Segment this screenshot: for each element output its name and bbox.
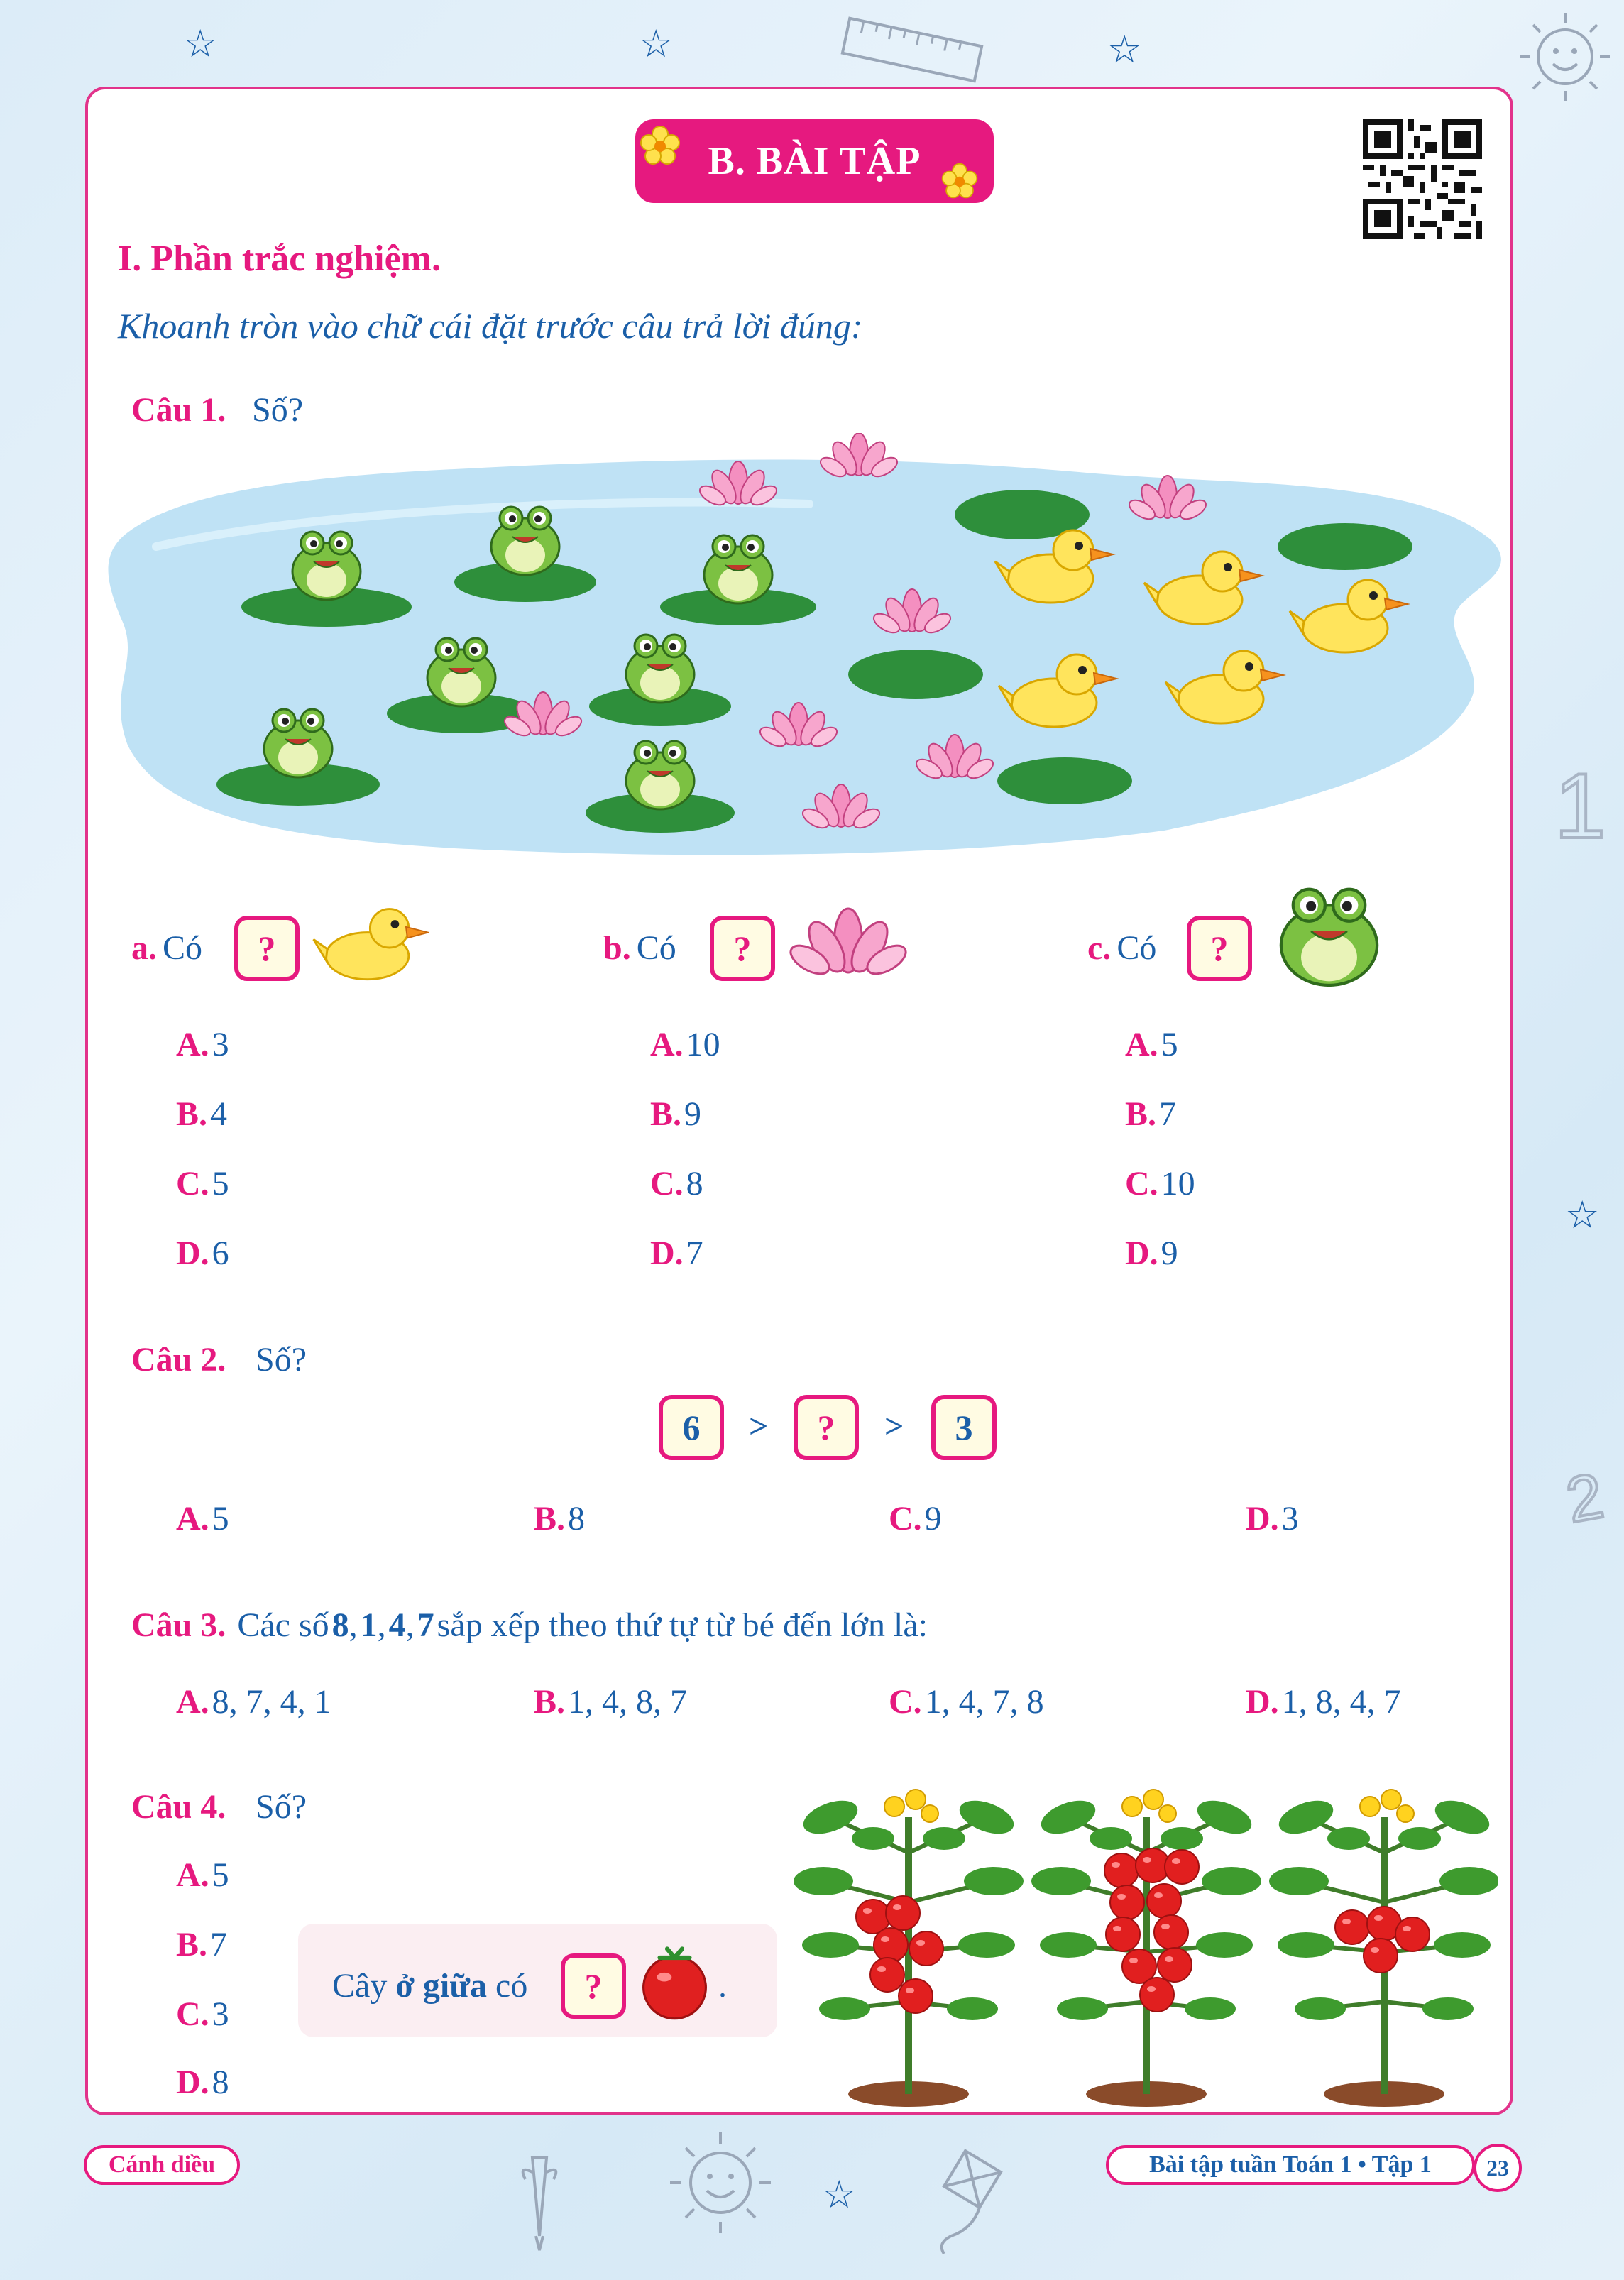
part-co: Có	[163, 929, 203, 967]
part-co: Có	[636, 929, 676, 967]
option[interactable]: A. 5	[176, 1500, 229, 1538]
publisher-badge: Cánh diều	[84, 2145, 240, 2185]
question-label: Câu 2.	[131, 1341, 226, 1379]
option[interactable]: B. 7	[176, 1926, 228, 1963]
option[interactable]: A. 5	[1125, 1026, 1178, 1063]
star-icon: ☆	[1107, 28, 1142, 71]
part-a-label	[131, 928, 202, 968]
page-number: 23	[1474, 2144, 1522, 2192]
option[interactable]: C. 10	[1125, 1165, 1195, 1202]
option[interactable]: A. 5	[176, 1856, 229, 1894]
option[interactable]: A. 8, 7, 4, 1	[176, 1683, 331, 1721]
option[interactable]: C. 3	[176, 1995, 229, 2033]
side-number-one: 1	[1554, 754, 1606, 857]
star-icon: ☆	[639, 23, 674, 65]
star-icon: ☆	[822, 2174, 857, 2216]
book-title-badge: Bài tập tuần Toán 1 • Tập 1	[1106, 2145, 1475, 2185]
number: 8	[331, 1606, 349, 1644]
pond-ducks	[99, 433, 1519, 866]
note-period: .	[718, 1967, 727, 2005]
instruction-text: Khoanh tròn vào chữ cái đặt trước câu trả lời đúng:	[118, 306, 863, 346]
side-number-two: 2	[1561, 1460, 1609, 1537]
page-title: B. BÀI TẬP	[635, 119, 994, 203]
duck-icon	[305, 884, 429, 987]
flower-icon	[940, 162, 979, 200]
question-prompt: Các số	[237, 1606, 329, 1644]
section-heading: I. Phần trắc nghiệm.	[118, 239, 441, 279]
question-label: Câu 1.	[131, 391, 226, 429]
frog-icon	[1267, 880, 1391, 990]
number-box: 3	[931, 1395, 997, 1460]
kite-icon	[923, 2144, 1022, 2257]
option[interactable]: D. 7	[650, 1234, 703, 1272]
option[interactable]: A. 3	[176, 1026, 229, 1063]
option[interactable]: D. 8	[176, 2063, 229, 2101]
option[interactable]: C. 1, 4, 7, 8	[889, 1683, 1044, 1721]
option[interactable]: A. 10	[650, 1026, 720, 1063]
question-prompt: sắp xếp theo thứ tự từ bé đến lớn là:	[437, 1606, 928, 1644]
note-text: Cây ở giữa có	[332, 1967, 528, 2005]
greater-sign: >	[749, 1408, 769, 1445]
option[interactable]: B. 4	[176, 1095, 228, 1133]
option[interactable]: D. 9	[1125, 1234, 1178, 1272]
pencil-icon	[511, 2151, 568, 2257]
option[interactable]: C. 9	[889, 1500, 942, 1538]
option[interactable]: B. 8	[534, 1500, 586, 1538]
part-b-label	[603, 928, 676, 968]
part-label: b.	[603, 929, 631, 967]
option[interactable]: C. 5	[176, 1165, 229, 1202]
question-label: Câu 3.	[131, 1606, 226, 1644]
ruler-icon	[838, 14, 987, 85]
part-label: a.	[131, 929, 157, 967]
question-prompt: Số?	[256, 1788, 307, 1826]
question-label: Câu 4.	[131, 1788, 226, 1826]
star-icon: ☆	[183, 23, 218, 65]
part-c-label	[1087, 928, 1156, 968]
number: 1	[360, 1606, 378, 1644]
question-prompt: Số?	[256, 1341, 307, 1379]
greater-sign: >	[884, 1408, 904, 1445]
question-3-line: Câu 3. Các số 8, 1, 4, 7 sắp xếp theo thứ tự từ bé đến lớn là:	[131, 1606, 928, 1644]
option[interactable]: D. 1, 8, 4, 7	[1246, 1683, 1401, 1721]
option[interactable]: B. 7	[1125, 1095, 1177, 1133]
option[interactable]: C. 8	[650, 1165, 703, 1202]
star-icon: ☆	[1565, 1194, 1600, 1237]
tomato-icon	[637, 1941, 712, 2023]
tomato-plants-illustration	[788, 1775, 1498, 2108]
answer-box[interactable]: ?	[1187, 916, 1252, 981]
question-prompt: Số?	[252, 391, 303, 429]
sun-icon	[1512, 7, 1618, 106]
part-co: Có	[1116, 929, 1157, 967]
sun-icon	[660, 2122, 781, 2243]
answer-box[interactable]: ?	[234, 916, 300, 981]
number: 7	[417, 1606, 434, 1644]
option[interactable]: B. 1, 4, 8, 7	[534, 1683, 688, 1721]
option[interactable]: D. 6	[176, 1234, 229, 1272]
number-box: 6	[659, 1395, 724, 1460]
option[interactable]: B. 9	[650, 1095, 702, 1133]
flower-icon	[639, 124, 681, 167]
number: 4	[388, 1606, 406, 1644]
part-label: c.	[1087, 929, 1112, 967]
option[interactable]: D. 3	[1246, 1500, 1299, 1538]
answer-box[interactable]: ?	[794, 1395, 859, 1460]
answer-box[interactable]: ?	[710, 916, 775, 981]
answer-box[interactable]: ?	[561, 1953, 626, 2019]
lotus-icon	[784, 898, 912, 983]
qr-code[interactable]	[1363, 119, 1482, 239]
